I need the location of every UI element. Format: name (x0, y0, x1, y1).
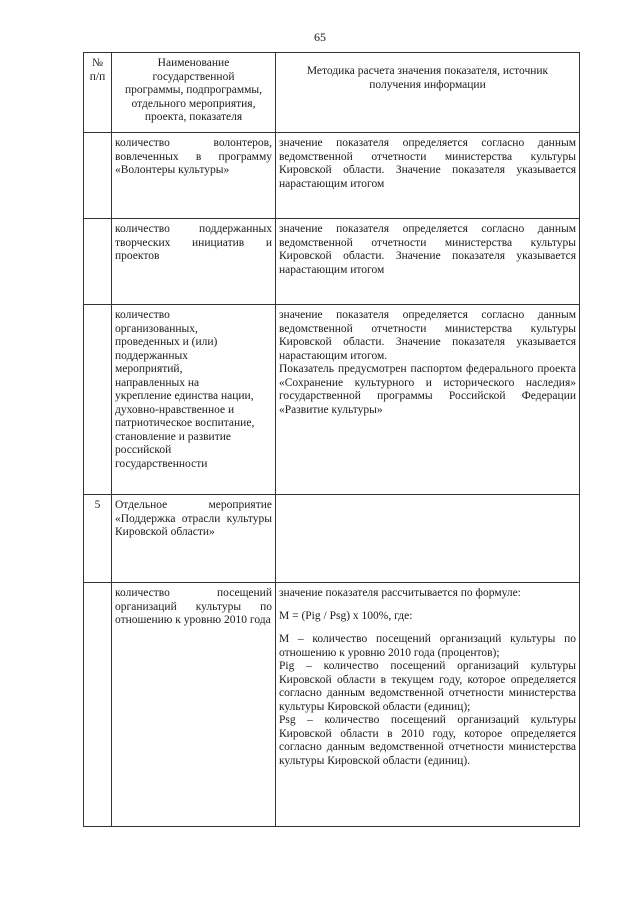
table-row (84, 133, 580, 219)
indicator-name: количество организованных, проведенных и (или) поддержанных мероприятий, направленных на укрепление единства нации, духовно-нравственное и патриотическое воспитание, становление и развитие российской государственности (112, 305, 276, 495)
method-note: Показатель предусмотрен паспортом федерального проекта «Сохранение культурного и исторического наследия» государственной программы Российской Федерации «Развитие культуры» (279, 363, 576, 416)
row-number: 5 (84, 495, 112, 583)
table-row (84, 305, 580, 495)
indicator-method: значение показателя определяется согласно данным ведомственной отчетности министерства культуры Кировской области. Значение показателя указывается нарастающим итогом (276, 219, 580, 305)
table-row (84, 583, 580, 827)
header-name: Наименование государственной программы, подпрограммы, отдельного мероприятия, проекта, показателя (112, 53, 276, 133)
formula-definition: Psg – количество посещений организаций культуры Кировской области в 2010 году, которое определяется согласно данным ведомственной отчетности министерства культуры Кировской области (единиц). (279, 714, 576, 767)
indicator-method (276, 305, 580, 495)
indicator-name: количество волонтеров, вовлеченных в программу «Волонтеры культуры» (112, 133, 276, 219)
row-number (84, 305, 112, 495)
formula-definition: Pig – количество посещений организаций культуры Кировской области в текущем году, которое определяется согласно данным ведомственной отчетности министерства культуры Кировской области (единиц); (279, 660, 576, 713)
method-text: значение показателя рассчитывается по формуле: (279, 587, 521, 599)
row-number (84, 219, 112, 305)
row-number (84, 583, 112, 827)
indicator-name: количество посещений организаций культуры по отношению к уровню 2010 года (112, 583, 276, 827)
indicators-table (83, 52, 580, 827)
indicator-method (276, 495, 580, 583)
indicator-name: количество поддержанных творческих инициатив и проектов (112, 219, 276, 305)
header-number: № п/п (84, 53, 112, 133)
table-row (84, 219, 580, 305)
page-number: 65 (314, 30, 326, 44)
row-number (84, 133, 112, 219)
table-row (84, 495, 580, 583)
method-text: значение показателя определяется согласно данным ведомственной отчетности министерства культуры Кировской области. Значение показателя указывается нарастающим итогом. (279, 309, 576, 362)
measure-name: Отдельное мероприятие «Поддержка отрасли культуры Кировской области» (112, 495, 276, 583)
formula-definition: M – количество посещений организаций культуры по отношению к уровню 2010 года (процентов); (279, 633, 576, 659)
indicator-method (276, 583, 580, 827)
table-header-row (84, 53, 580, 133)
indicator-method: значение показателя определяется согласно данным ведомственной отчетности министерства культуры Кировской области. Значение показателя указывается нарастающим итогом (276, 133, 580, 219)
header-method: Методика расчета значения показателя, источник получения информации (276, 53, 580, 133)
formula: M = (Pig / Psg) x 100%, где: (279, 609, 413, 622)
